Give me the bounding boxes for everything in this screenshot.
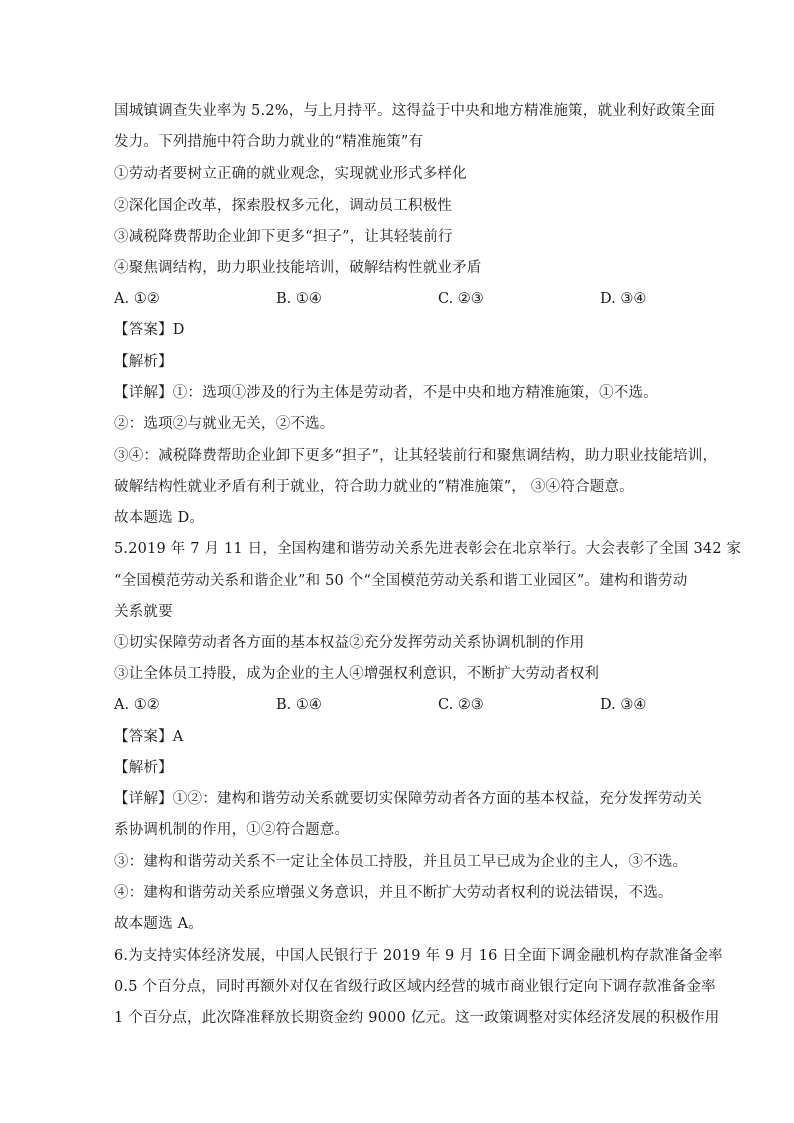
q5-conclusion: 故本题选 A。 (114, 916, 203, 932)
q5-option-a: A. ①② (114, 697, 160, 713)
q4-option-c: C. ②③ (438, 291, 484, 307)
q4-detail-4: 破解结构性就业矛盾有利于就业，符合助力就业的“精准施策”， ③④符合题意。 (114, 479, 634, 495)
q6-stem-line-3: 1 个百分点，此次降准释放长期资金约 9000 亿元。这一政策调整对实体经济发展的积极作用 (114, 1010, 720, 1026)
q5-option-c: C. ②③ (438, 697, 484, 713)
q5-analysis-heading: 【解析】 (114, 760, 173, 776)
q4-option-a: A. ①② (114, 291, 160, 307)
q6-stem-line-2: 0.5 个百分点，同时再额外对仅在省级行政区域内经营的城市商业银行定向下调存款准备金率 (114, 979, 716, 995)
q6-stem-line-1: 6.为支持实体经济发展，中国人民银行于 2019 年 9 月 16 日全面下调金融机构存款准备金率 (114, 948, 723, 964)
q5-detail-4: ④：建构和谐劳动关系应增强义务意识，并且不断扩大劳动者权利的说法错误，不选。 (114, 885, 673, 901)
q4-item-1: ①劳动者要树立正确的就业观念，实现就业形式多样化 (114, 166, 467, 182)
q4-conclusion: 故本题选 D。 (114, 510, 205, 526)
q5-stem-line-3: 关系就要 (114, 604, 173, 620)
q5-options (114, 695, 684, 715)
q5-stem-line-1: 5.2019 年 7 月 11 日，全国构建和谐劳动关系先进表彰会在北京举行。大会表彰了全国 342 家 (114, 541, 742, 557)
q4-answer: 【答案】D (114, 322, 185, 338)
q4-item-2: ②深化国企改革，探索股权多元化，调动员工积极性 (114, 198, 453, 214)
q4-item-4: ④聚焦调结构，助力职业技能培训，破解结构性就业矛盾 (114, 260, 482, 276)
q4-stem-line-1: 国城镇调查失业率为 5.2%，与上月持平。这得益于中央和地方精准施策，就业利好政策全面 (114, 103, 716, 119)
q5-option-d: D. ③④ (600, 697, 647, 713)
q4-detail-1: 【详解】①：选项①涉及的行为主体是劳动者，不是中央和地方精准施策，①不选。 (114, 385, 658, 401)
q5-items-3-4: ③让全体员工持股，成为企业的主人④增强权利意识，不断扩大劳动者权利 (114, 666, 600, 682)
q5-items-1-2: ①切实保障劳动者各方面的基本权益②充分发挥劳动关系协调机制的作用 (114, 635, 585, 651)
q4-stem-line-2: 发力。下列措施中符合助力就业的“精准施策”有 (114, 134, 424, 150)
q5-detail-2: 系协调机制的作用，①②符合题意。 (114, 822, 350, 838)
q4-option-d: D. ③④ (600, 291, 647, 307)
q5-detail-1: 【详解】①②：建构和谐劳动关系就要切实保障劳动者各方面的基本权益，充分发挥劳动关 (114, 791, 702, 807)
q5-detail-3: ③：建构和谐劳动关系不一定让全体员工持股，并且员工早已成为企业的主人，③不选。 (114, 854, 688, 870)
q5-answer: 【答案】A (114, 729, 184, 745)
q4-detail-3: ③④：减税降费帮助企业卸下更多“担子”，让其轻装前行和聚焦调结构，助力职业技能培训， (114, 448, 718, 464)
q4-options (114, 289, 684, 309)
q4-detail-2: ②：选项②与就业无关，②不选。 (114, 416, 335, 432)
q5-option-b: B. ①④ (276, 697, 322, 713)
q5-stem-line-2: “全国模范劳动关系和谐企业”和 50 个“全国模范劳动关系和谐工业园区”。建构和谐劳动 (114, 573, 688, 589)
q4-analysis-heading: 【解析】 (114, 354, 173, 370)
q4-item-3: ③减税降费帮助企业卸下更多“担子”，让其轻装前行 (114, 229, 453, 245)
q4-option-b: B. ①④ (276, 291, 322, 307)
